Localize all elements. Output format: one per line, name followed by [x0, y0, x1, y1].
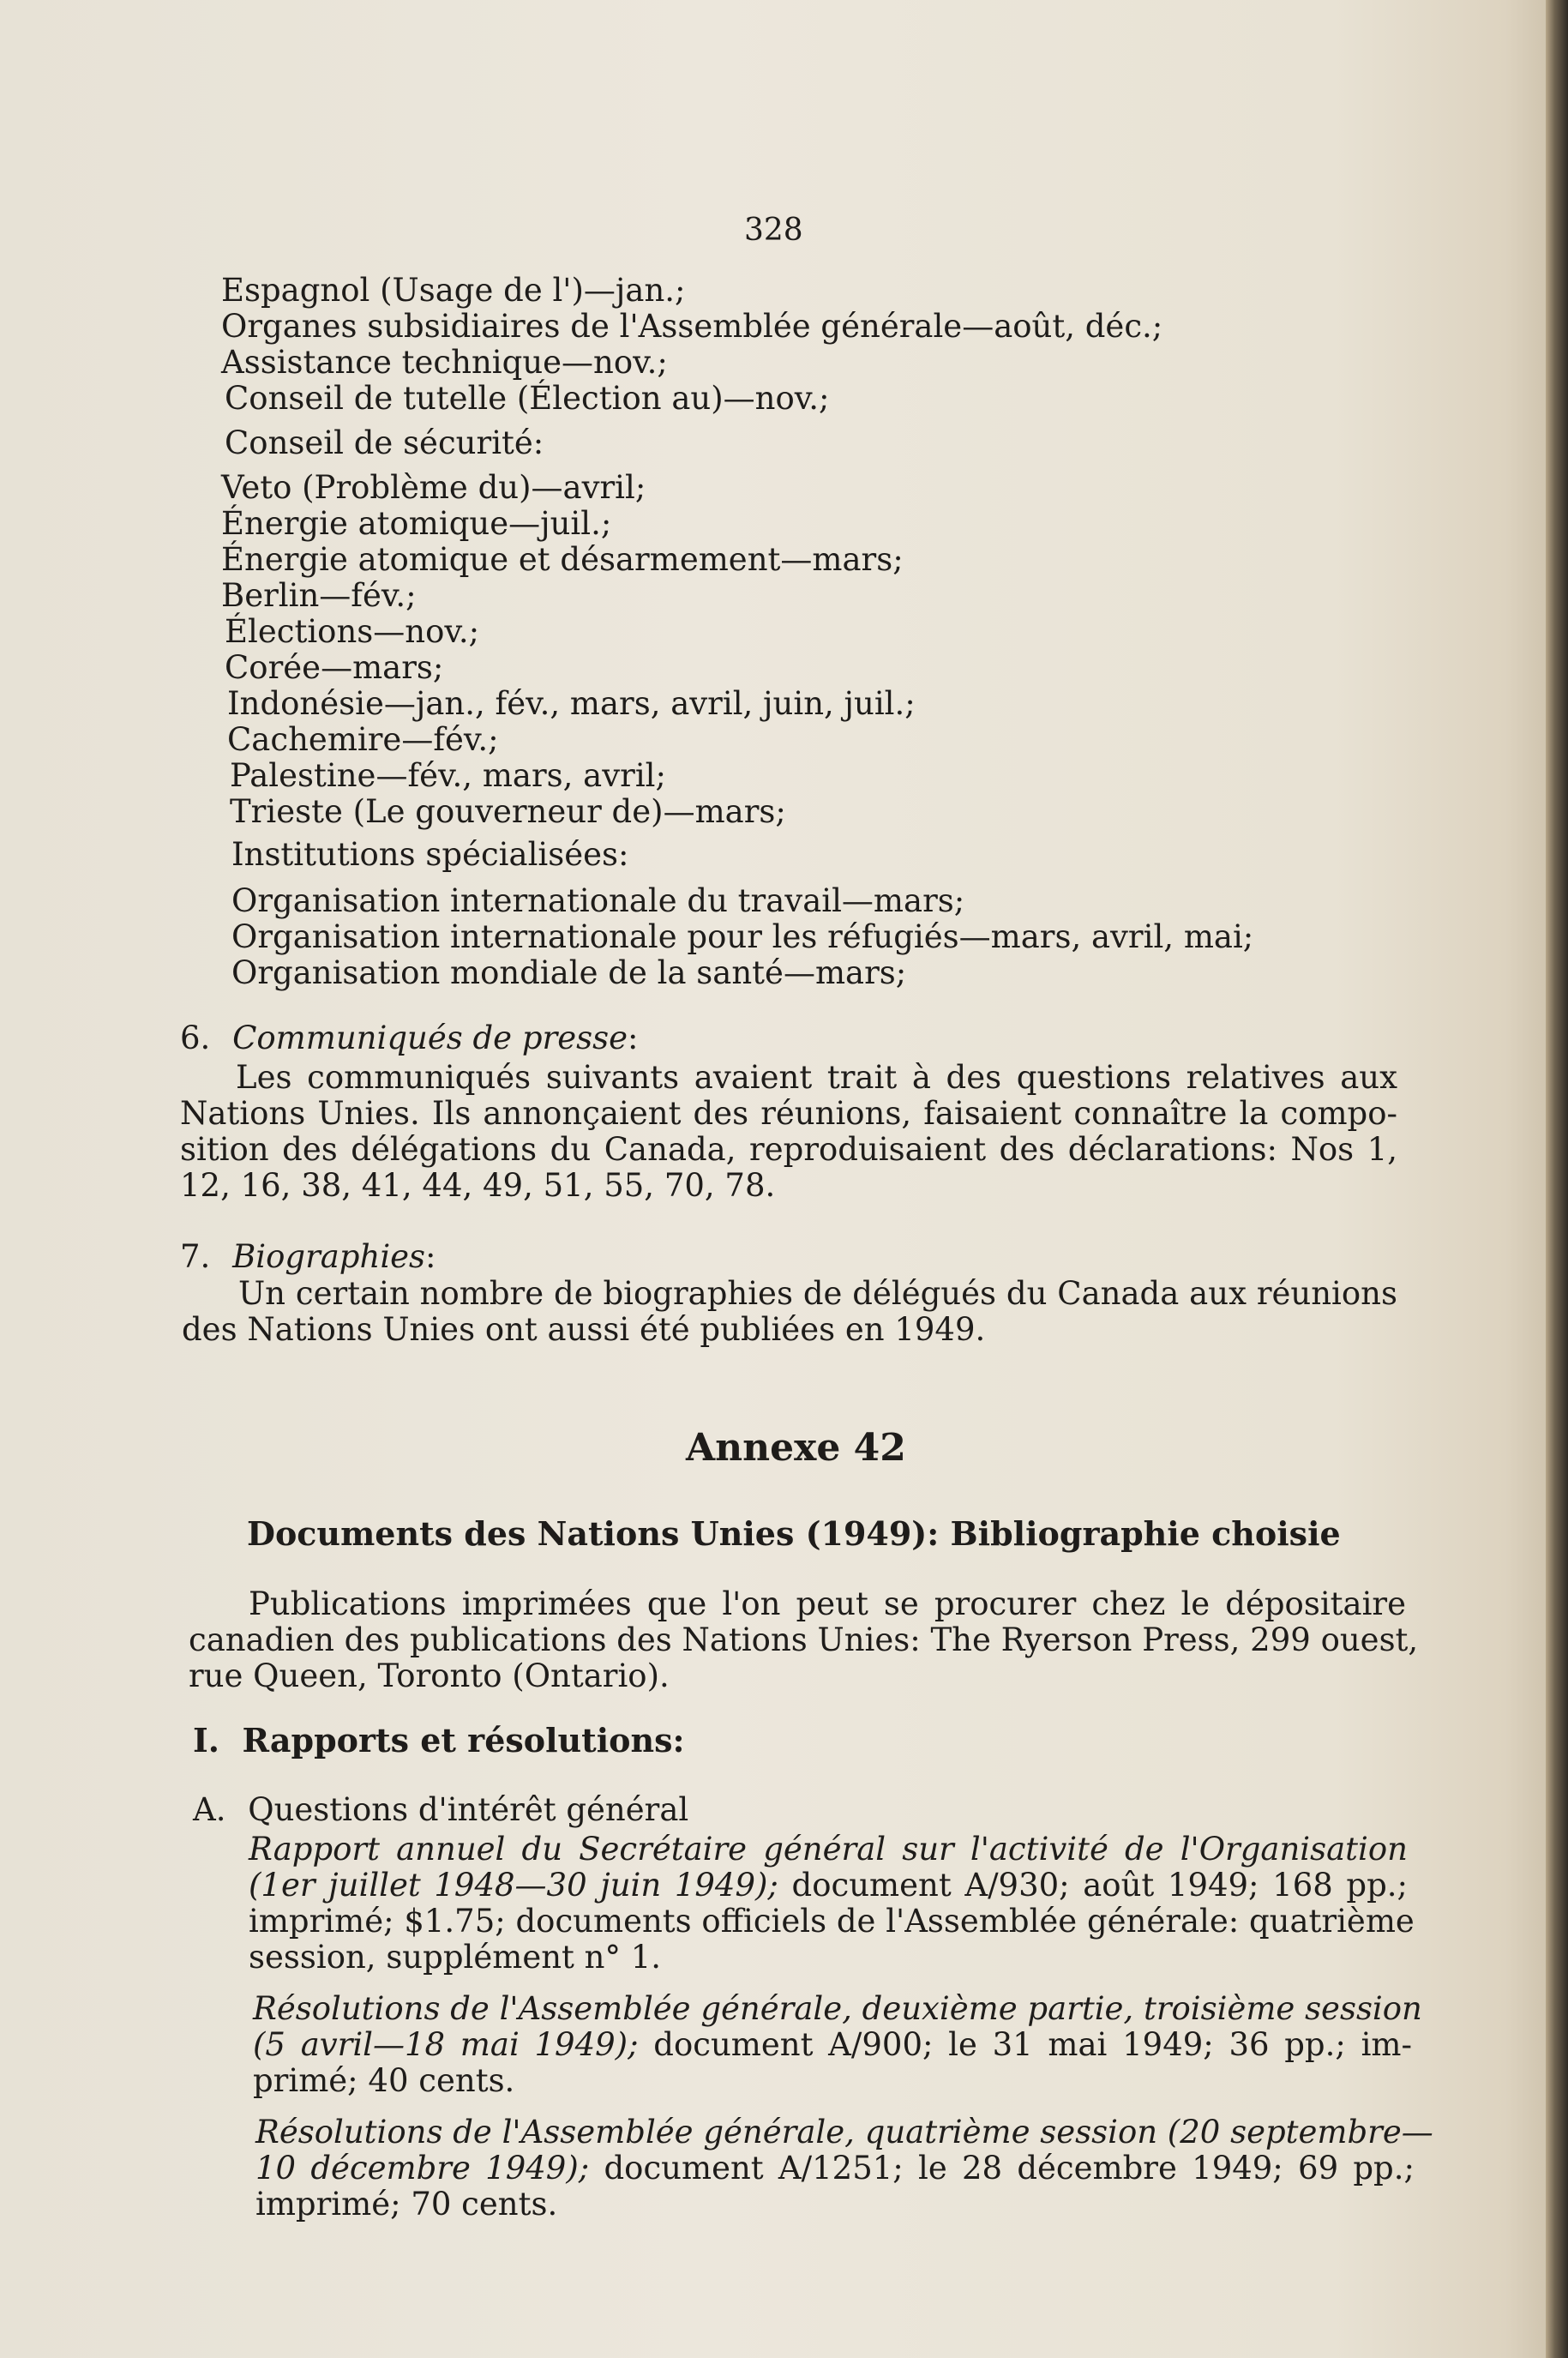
list-line: Conseil de tutelle (Élection au)—nov.;	[225, 380, 830, 417]
bibliography-entry-line	[249, 1868, 1408, 1904]
section-number: 6.	[180, 1020, 211, 1056]
section-6-heading	[180, 1020, 638, 1056]
bibliography-entry-line: primé; 40 cents.	[253, 2062, 515, 2099]
bibliography-entry-line: session, supplément n° 1.	[249, 1939, 662, 1976]
bibliography-entry-title: Rapport annuel du Secrétaire général sur l'activité de l'Organisation	[249, 1831, 1408, 1868]
intro-line: rue Queen, Toronto (Ontario).	[189, 1657, 670, 1694]
bibliography-entry-line: imprimé; 70 cents.	[255, 2186, 558, 2223]
list-line: Organes subsidiaires de l'Assemblée générale—août, déc.;	[221, 308, 1163, 345]
list-line: Assistance technique—nov.;	[221, 344, 668, 381]
paragraph-line: Les communiqués suivants avaient trait à des questions relatives aux	[236, 1059, 1397, 1096]
list-line: Trieste (Le gouverneur de)—mars;	[230, 793, 786, 830]
paragraph-line: Un certain nombre de biographies de délégués du Canada aux réunions	[238, 1275, 1397, 1312]
bibliography-entry-line: imprimé; $1.75; documents officiels de l'Assemblée générale: quatrième	[249, 1903, 1415, 1940]
list-line: Énergie atomique et désarmement—mars;	[221, 541, 904, 578]
list-line: Énergie atomique—juil.;	[221, 505, 612, 542]
entry-details: document A/930; août 1949; 168 pp.;	[778, 1867, 1408, 1904]
part-a-title: Questions d'intérêt général	[248, 1791, 689, 1828]
bibliography-entry-title: Résolutions de l'Assemblée générale, quatrième session (20 septembre—	[255, 2114, 1433, 2150]
paragraph-line: des Nations Unies ont aussi été publiées en 1949.	[182, 1311, 986, 1348]
list-line: Cachemire—fév.;	[227, 721, 499, 758]
entry-dates: 10 décembre 1949);	[255, 2150, 590, 2187]
entry-dates: (5 avril—18 mai 1949);	[253, 2026, 639, 2063]
list-line: Organisation internationale du travail—mars;	[231, 882, 965, 919]
book-gutter-shadow	[1546, 0, 1568, 2358]
bibliography-entry-line	[255, 2150, 1415, 2187]
entry-details: document A/1251; le 28 décembre 1949; 69 pp.;	[589, 2150, 1415, 2187]
list-line: Élections—nov.;	[225, 613, 480, 650]
list-line: Organisation internationale pour les réfugiés—mars, avril, mai;	[231, 918, 1254, 955]
paragraph-line: sition des délégations du Canada, reproduisaient des déclarations: Nos 1,	[180, 1131, 1397, 1168]
annex-title: Annexe 42	[686, 1426, 906, 1470]
list-line: Institutions spécialisées:	[231, 836, 629, 873]
annex-subtitle: Documents des Nations Unies (1949): Bibliographie choisie	[247, 1514, 1341, 1553]
paragraph-line: Nations Unies. Ils annonçaient des réunions, faisaient connaître la compo-	[180, 1095, 1397, 1132]
section-7-heading	[180, 1239, 436, 1275]
list-line: Veto (Problème du)—avril;	[221, 469, 646, 506]
section-title: Biographies	[232, 1238, 426, 1275]
list-line: Organisation mondiale de la santé—mars;	[231, 954, 907, 991]
intro-line: canadien des publications des Nations Unies: The Ryerson Press, 299 ouest,	[189, 1621, 1419, 1658]
part-a-label: A.	[193, 1791, 226, 1828]
list-line: Espagnol (Usage de l')—jan.;	[221, 272, 686, 309]
entry-details: document A/900; le 31 mai 1949; 36 pp.; im-	[638, 2026, 1412, 2063]
page-number: 328	[744, 213, 803, 248]
list-line: Conseil de sécurité:	[225, 424, 544, 461]
list-line: Berlin—fév.;	[221, 577, 417, 614]
section-title: Communiqués de presse	[232, 1020, 628, 1056]
section-number: 7.	[180, 1238, 211, 1275]
list-line: Corée—mars;	[225, 649, 444, 686]
paragraph-line: 12, 16, 38, 41, 44, 49, 51, 55, 70, 78.	[180, 1167, 776, 1204]
part-a-heading	[193, 1792, 688, 1828]
intro-line: Publications imprimées que l'on peut se procurer chez le dépositaire	[249, 1585, 1406, 1622]
bibliography-entry-title: Résolutions de l'Assemblée générale, deuxième partie, troisième session	[253, 1990, 1422, 2027]
entry-dates: (1er juillet 1948—30 juin 1949);	[249, 1867, 778, 1904]
list-line: Palestine—fév., mars, avril;	[230, 757, 666, 794]
part-1-heading: I. Rapports et résolutions:	[193, 1721, 685, 1759]
section-colon: :	[425, 1238, 436, 1275]
bibliography-entry-line	[253, 2027, 1412, 2063]
section-colon: :	[627, 1020, 639, 1056]
list-line: Indonésie—jan., fév., mars, avril, juin, juil.;	[227, 685, 916, 722]
